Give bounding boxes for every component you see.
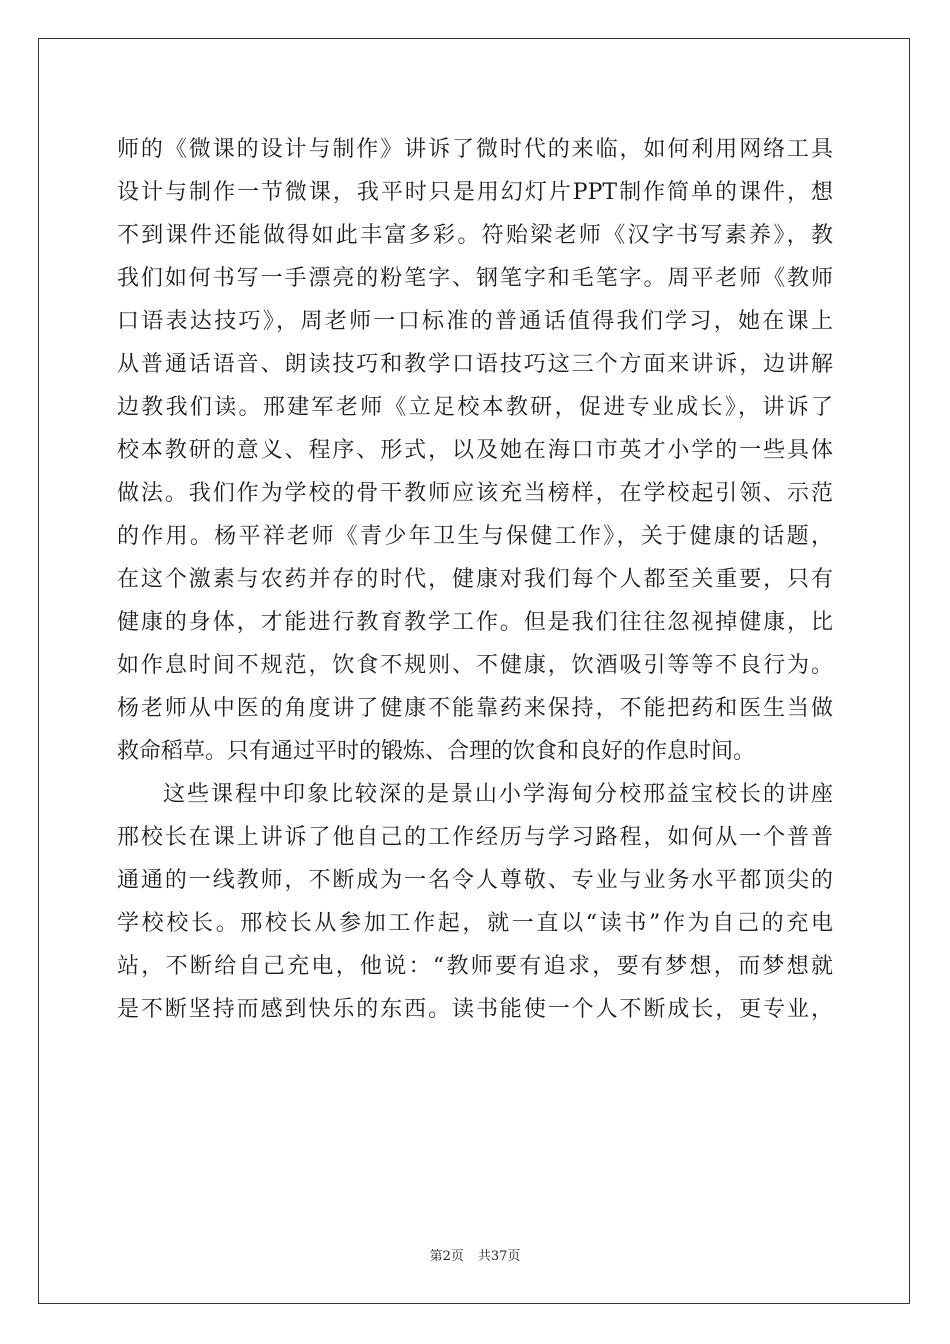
text-line: 做法。我们作为学校的骨干教师应该充当榜样，在学校起引领、示范 bbox=[117, 481, 833, 506]
text-line: 救命稻草。只有通过平时的锻炼、合理的饮食和良好的作息时间。 bbox=[117, 739, 756, 764]
text-line: 这些课程中印象比较深的是景山小学海甸分校邢益宝校长的讲座 bbox=[163, 782, 833, 807]
text-line: 学校校长。邢校长从参加工作起，就一直以“读书”作为自己的充电 bbox=[117, 911, 833, 936]
text-line: 杨老师从中医的角度讲了健康不能靠药来保持，不能把药和医生当做 bbox=[117, 696, 833, 721]
text-line: 从普通话语音、朗读技巧和教学口语技巧这三个方面来讲诉，边讲解 bbox=[117, 352, 833, 377]
body-text bbox=[117, 128, 833, 1031]
paragraph-2 bbox=[117, 773, 833, 1031]
text-line: 边教我们读。邢建军老师《立足校本教研，促进专业成长》，讲诉了 bbox=[117, 395, 833, 420]
page-number: 第2页 bbox=[429, 1249, 464, 1264]
text-line: 通通的一线教师，不断成为一名令人尊敬、专业与业务水平都顶尖的 bbox=[117, 868, 833, 893]
text-line: 口语表达技巧》，周老师一口标准的普通话值得我们学习，她在课上 bbox=[117, 309, 833, 334]
text-line: 校本教研的意义、程序、形式，以及她在海口市英才小学的一些具体 bbox=[117, 438, 833, 463]
text-line: 健康的身体，才能进行教育教学工作。但是我们往往忽视掉健康，比 bbox=[117, 610, 833, 635]
text-line: 在这个激素与农药并存的时代，健康对我们每个人都至关重要，只有 bbox=[117, 567, 833, 592]
paragraph-1 bbox=[117, 128, 833, 773]
text-line: 站，不断给自己充电，他说：“教师要有追求，要有梦想，而梦想就 bbox=[117, 954, 833, 979]
text-line: 设计与制作一节微课，我平时只是用幻灯片PPT制作简单的课件，想 bbox=[117, 180, 833, 205]
text-line: 不到课件还能做得如此丰富多彩。符贻梁老师《汉字书写素养》，教 bbox=[117, 223, 833, 248]
text-line: 的作用。杨平祥老师《青少年卫生与保健工作》，关于健康的话题， bbox=[117, 524, 833, 549]
page-footer bbox=[0, 1245, 950, 1264]
total-pages: 共37页 bbox=[477, 1249, 521, 1264]
text-line: 邢校长在课上讲诉了他自己的工作经历与学习路程，如何从一个普普 bbox=[117, 825, 833, 850]
text-line: 如作息时间不规范，饮食不规则、不健康，饮酒吸引等等不良行为。 bbox=[117, 653, 833, 678]
text-line: 师的《微课的设计与制作》讲诉了微时代的来临，如何利用网络工具 bbox=[117, 137, 833, 162]
text-line: 我们如何书写一手漂亮的粉笔字、钢笔字和毛笔字。周平老师《教师 bbox=[117, 266, 833, 291]
text-line: 是不断坚持而感到快乐的东西。读书能使一个人不断成长，更专业， bbox=[117, 997, 833, 1022]
